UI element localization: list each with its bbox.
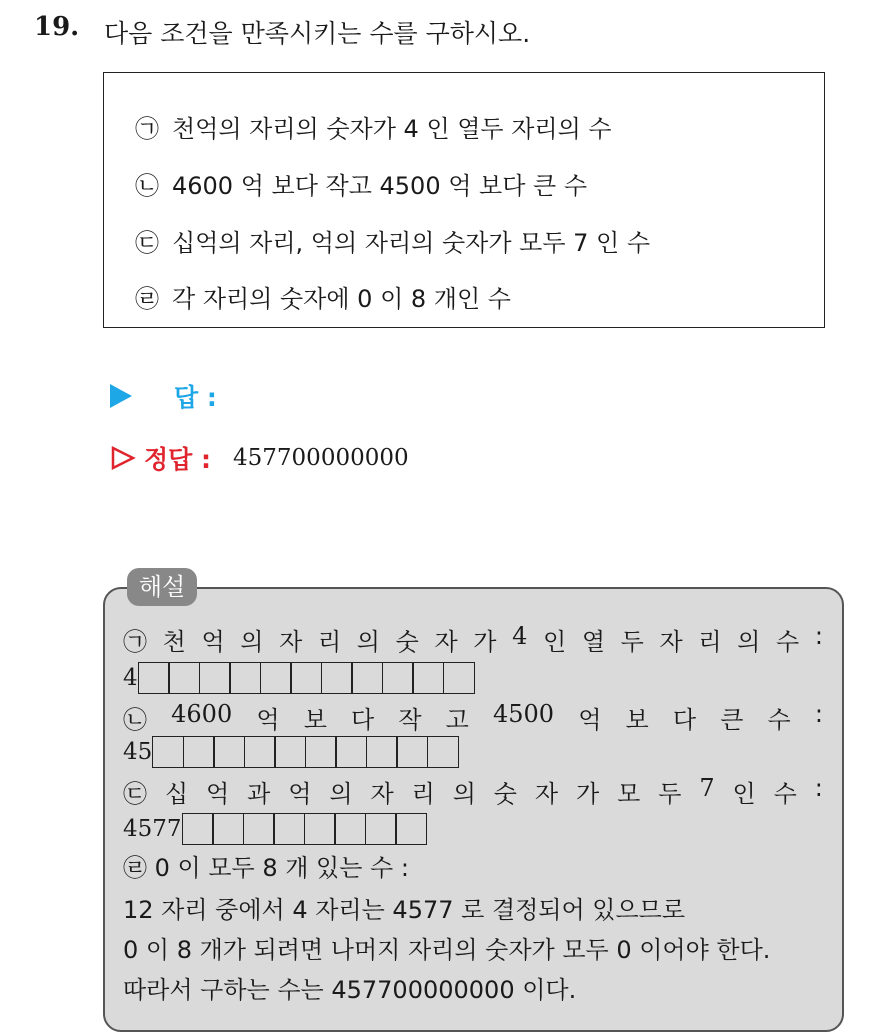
explanation-token: 숫 [493, 780, 517, 808]
known-digits: 4 [123, 665, 138, 691]
digit-box [212, 813, 244, 845]
digit-box [243, 813, 275, 845]
digit-box [396, 736, 428, 768]
condition-text: 각 자리의 숫자에 0 이 8 개인 수 [172, 285, 511, 313]
explanation-token: 인 [732, 780, 756, 808]
digit-box [351, 662, 383, 694]
digit-box-group [182, 813, 426, 845]
explanation-token: 가 [576, 780, 600, 808]
digit-box [366, 736, 398, 768]
explanation-token: 보 [625, 706, 649, 734]
explanation-token: 수 [773, 780, 797, 808]
known-digits: 45 [123, 739, 153, 765]
explanation-line: 12 자리 중에서 4 자리는 4577 로 결정되어 있으므로 [123, 896, 686, 924]
explanation-token: 다 [351, 706, 375, 734]
digit-box-group [138, 662, 474, 694]
explanation-token: 자 [434, 628, 458, 656]
explanation-token: 수 [775, 628, 800, 656]
digit-box [183, 736, 215, 768]
digit-box [335, 736, 367, 768]
explanation-token: 4600 [171, 700, 233, 728]
explanation-token: 두 [620, 628, 644, 656]
explanation-token: 리 [317, 628, 342, 656]
explanation-token: 의 [452, 780, 476, 808]
explanation-token: 억 [206, 780, 230, 808]
condition-item [134, 109, 612, 144]
digit-box [260, 662, 292, 694]
explanation-token: 4500 [493, 700, 555, 728]
explanation-token: 의 [356, 628, 380, 656]
explanation-token: 7 [699, 774, 715, 802]
explanation-line: ㉣ 0 이 모두 8 개 있는 수 : [123, 854, 409, 882]
explanation-token: 천 [162, 628, 186, 656]
digit-box [443, 662, 475, 694]
explanation-token: 억 [288, 780, 312, 808]
correct-answer-label: 정답 : [144, 445, 212, 474]
explanation-token: 리 [411, 780, 435, 808]
digit-box [305, 736, 337, 768]
digit-box [244, 736, 276, 768]
conditions-box [103, 72, 825, 328]
explanation-token: 열 [581, 628, 606, 656]
condition-item [134, 279, 511, 314]
explanation-digit-boxes-2 [123, 735, 823, 769]
explanation-token: 수 [767, 706, 791, 734]
digit-box [304, 813, 336, 845]
explanation-digit-boxes-1 [123, 661, 823, 695]
explanation-token: 십 [164, 780, 189, 808]
explanation-token: 큰 [720, 706, 744, 734]
explanation-token: ㉠ [123, 628, 147, 656]
digit-box [290, 662, 322, 694]
digit-box [321, 662, 353, 694]
explanation-token: 과 [247, 780, 271, 808]
explanation-token: 다 [672, 706, 697, 734]
answer-label: 답 : [174, 383, 217, 412]
digit-box [199, 662, 231, 694]
explanation-token: 가 [473, 628, 497, 656]
condition-marker: ㉣ [135, 285, 159, 313]
explanation-token: 자 [534, 780, 559, 808]
digit-box [213, 736, 245, 768]
digit-box [273, 813, 305, 845]
question-number: 19. [34, 12, 80, 42]
condition-marker: ㉠ [135, 115, 159, 143]
explanation-token: 숫 [395, 628, 419, 656]
condition-item [134, 223, 650, 258]
condition-text: 십억의 자리, 억의 자리의 숫자가 모두 7 인 수 [172, 229, 651, 257]
explanation-row-3 [123, 774, 823, 809]
explanation-token: 작 [398, 706, 422, 734]
explanation-token: 자 [279, 628, 303, 656]
correct-answer-value: 457700000000 [233, 445, 409, 471]
explanation-token: 고 [445, 706, 469, 734]
explanation-line: 따라서 구하는 수는 457700000000 이다. [123, 976, 577, 1004]
explanation-token: 인 [543, 628, 567, 656]
explanation-token: 리 [698, 628, 722, 656]
explanation-token: 억 [201, 628, 225, 656]
digit-box-group [152, 736, 457, 768]
explanation-digit-boxes-3 [123, 812, 823, 846]
condition-marker: ㉡ [135, 172, 159, 200]
play-triangle-icon [110, 384, 132, 408]
digit-box [168, 662, 200, 694]
explanation-token: 자 [659, 628, 683, 656]
digit-box [427, 736, 459, 768]
explanation-token: 의 [737, 628, 761, 656]
explanation-token: : [814, 700, 823, 728]
condition-text: 4600 억 보다 작고 4500 억 보다 큰 수 [172, 172, 588, 200]
outline-triangle-icon [110, 445, 136, 471]
explanation-token: 모 [617, 780, 641, 808]
explanation-token: 자 [370, 780, 394, 808]
digit-box [412, 662, 444, 694]
explanation-token: ㉡ [123, 706, 147, 734]
digit-box [382, 662, 414, 694]
digit-box [152, 736, 184, 768]
explanation-token: 보 [303, 706, 327, 734]
explanation-token: ㉢ [123, 780, 147, 808]
digit-box [182, 813, 214, 845]
digit-box [274, 736, 306, 768]
correct-answer-row [110, 440, 409, 476]
explanation-token: 4 [512, 622, 528, 650]
digit-box [229, 662, 261, 694]
digit-box [365, 813, 397, 845]
condition-item [134, 166, 587, 201]
explanation-token: : [814, 622, 823, 650]
explanation-row-2 [123, 700, 823, 735]
answer-row [110, 378, 217, 414]
explanation-token: 억 [578, 706, 602, 734]
explanation-token: 두 [658, 780, 682, 808]
explanation-token: 의 [329, 780, 353, 808]
explanation-token: : [814, 774, 823, 802]
explanation-token: 의 [240, 628, 264, 656]
explanation-token: 억 [256, 706, 280, 734]
condition-text: 천억의 자리의 숫자가 4 인 열두 자리의 수 [172, 115, 612, 143]
explanation-row-1 [123, 622, 823, 657]
known-digits: 4577 [123, 816, 182, 842]
explanation-line: 0 이 8 개가 되려면 나머지 자리의 숫자가 모두 0 이어야 한다. [123, 936, 771, 964]
digit-box [395, 813, 427, 845]
digit-box [334, 813, 366, 845]
explanation-tab: 해설 [127, 568, 197, 606]
condition-marker: ㉢ [135, 229, 159, 257]
digit-box [138, 662, 170, 694]
question-text: 다음 조건을 만족시키는 수를 구하시오. [104, 19, 531, 48]
